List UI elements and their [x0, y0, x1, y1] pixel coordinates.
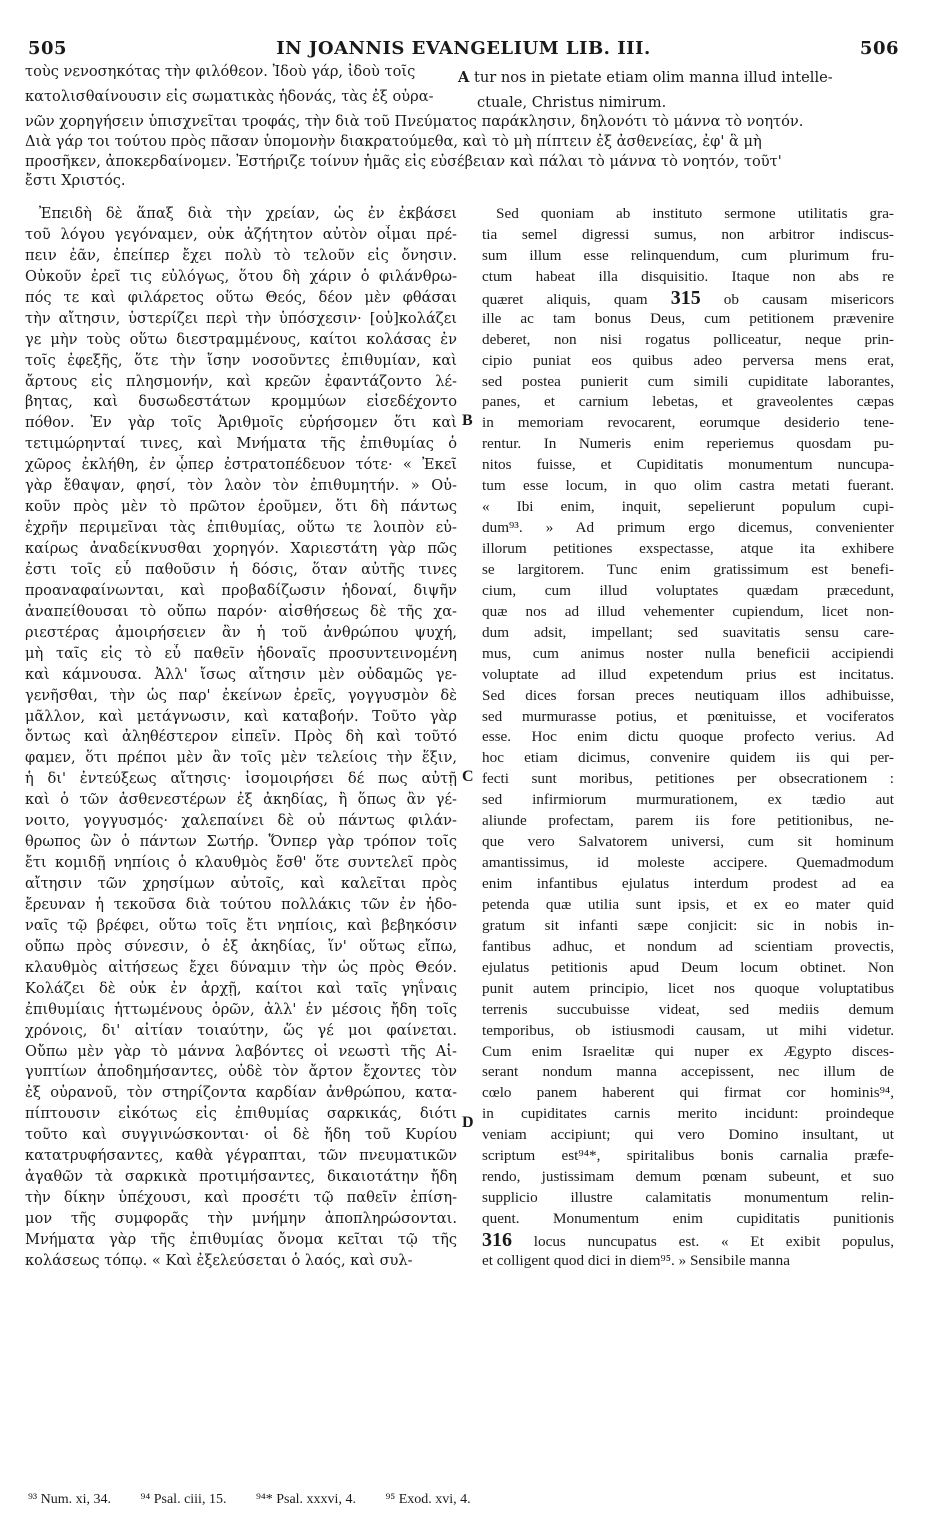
text-line: « Ibi enim, inquit, sepelierunt populum cupi-	[482, 498, 894, 516]
text-line: ἐξ οὐρανοῦ, τὸν στηρίζοντα καρδίαν ἀνθρώπου, κατα-	[25, 1084, 457, 1102]
text-line: χῶρος ἐκλήθη, ἐν ᾧπερ ἐστρατοπέδευον τότε· « Ἐκεῖ	[25, 456, 457, 474]
text-line: panes, et carnium lebetas, et graveolentes cæpas	[482, 393, 894, 411]
text-line: μᾶλλον, καὶ μετάγνωσιν, καὶ καταβοήν. Τοῦτο γὰρ	[25, 707, 457, 725]
text-line: τοῦ λόγου γεγόναμεν, οὐκ ἀζήτητον αὐτὸν οἶμαι πρέ-	[25, 225, 457, 243]
text-line: serant nondum manna accepissent, nec illum de	[482, 1063, 894, 1081]
text-line: τὴν αἴτησιν, ὑστερίζει περὶ τὴν ὑπόσχεσιν· [οὐ]κολάζει	[25, 309, 457, 327]
footnote: ⁹³ Num. xi, 34.	[28, 1492, 111, 1507]
text-line: cium, cum illud voluptates quædam præcedunt,	[482, 581, 894, 599]
text-line: tum esse locum, in quo olim castra metati fuerant.	[482, 477, 894, 495]
greek-text-line: Διὰ γάρ τοι τούτου πρὸς πᾶσαν ὑπομονὴν διακρατούμεθα, καὶ τὸ μὴ πίπτειν ἐξ ἀσθενείας, ἐφ' ἃ μὴ	[25, 132, 762, 150]
latin-text-line: ctuale, Christus nimirum.	[477, 93, 667, 111]
text-line: Οὐκοῦν ἐρεῖ τις εὐλόγως, ὅτου δὴ χάριν ὁ φιλάνθρω-	[25, 267, 457, 285]
text-line: τὴν δίκην ὑπέχουσι, καὶ προσέτι τῷ παθεῖν ἐπίση-	[25, 1189, 457, 1207]
text-line: sum illum esse relinquendum, cum plurimum fru-	[482, 246, 894, 264]
margin-marker-a: A	[458, 68, 470, 86]
greek-text-line: προσῆκεν, ἀποκερδαίνομεν. Ἐστήριζε τοίνυν ἡμᾶς εἰς εὐσέβειαν καὶ πάλαι τὸ μάννα τὸ νοητόν, τοῦτ'	[25, 152, 782, 170]
text-line: quæret aliquis, quam 315 ob causam misericors	[482, 287, 894, 309]
text-line: καὶ κάμνουσα. Ἀλλ' ἴσως αἴτησιν μὲν οὐδαμῶς γε-	[25, 665, 457, 683]
text-line: κατατρυφήσαντες, καθὰ γέγραπται, τῶν πνευματικῶν	[25, 1147, 457, 1165]
text-line: καὶ ὁ τῶν ἀσθενεστέρων ἐξ ἀκηδίας, ἢ ὅπως ἂν γέ-	[25, 791, 457, 809]
text-line: τετιμώρηνταί τινες, καὶ Μνήματα τῆς ἐπιθυμίας ὁ	[25, 435, 457, 453]
text-line: et colligent quod dici in diem⁹⁵. » Sensibile manna	[482, 1251, 790, 1269]
text-line: θρωπος ὢν ὁ πάντων Σωτήρ. Ὅνπερ γὰρ τρόπον τοῖς	[25, 833, 457, 851]
text-line: καίρως ἀναδείκνυσθαι χορηγόν. Χαριεστάτη γὰρ πῶς	[25, 540, 457, 557]
greek-column	[25, 204, 457, 1272]
text-line: πός τε καὶ φιλάρετος οὕτω Θεός, δέον μὲν φθάσαι	[25, 288, 457, 306]
text-line: αἴτησιν τῶν χρησίμων αὐτοῖς, καὶ καλεῖται πρὸς	[25, 875, 457, 892]
text-line: gratum sit infanti sæpe conjicit: sic in nobis in-	[482, 916, 894, 934]
text-line: cipio puniat eos quibus adeo perversa mens erat,	[482, 351, 894, 369]
margin-marker-b: B	[462, 412, 473, 429]
intro-row	[25, 62, 909, 87]
text-line: ἀναπείθουσαι τὸ οὔπω παρόν· αἰσθήσεως δὲ τῆς χα-	[25, 602, 457, 620]
text-line: quent. Monumentum enim cupiditatis punitionis	[482, 1210, 894, 1227]
text-line: Ἐπειδὴ δὲ ἅπαξ διὰ τὴν χρείαν, ὡς ἐν ἐκβάσει	[39, 205, 457, 222]
footnote: ⁹⁴ Psal. ciii, 15.	[140, 1492, 227, 1507]
text-line: Cum enim Israelitæ qui nuper ex Ægypto disces-	[482, 1042, 894, 1060]
text-line: punit autem principio, licet nos quoque voluptatibus	[482, 979, 894, 997]
text-line: deberet, non nisi rogatus polliceatur, neque prin-	[482, 330, 894, 348]
running-title: IN JOANNIS EVANGELIUM LIB. III.	[276, 38, 651, 59]
text-line: rentur. In Numeris enim reperiemus quosdam pu-	[482, 435, 894, 453]
text-line: terrenis succubuisse videat, sed mediis demum	[482, 1000, 894, 1018]
text-line: voluptate ad illud expetendum prius est incitatus.	[482, 665, 894, 683]
text-line: dum adsit, impellant; sed suavitatis sensu care-	[482, 623, 894, 641]
text-line: πειν ἐᾶν, ἐπείπερ ἔχει πολὺ τὸ τελοῦν εἰς ὄνησιν.	[25, 246, 457, 264]
text-line: ἐπιθυμίαις ἡττωμένους ὁρῶν, ἀλλ' ἐν μέσοις ἤδη τοῖς	[25, 1000, 457, 1018]
text-line: fantibus adhuc, et nondum ad scientiam provectis,	[482, 937, 894, 955]
text-line: cœlo panem haberent qui firmat cor hominis⁹⁴,	[482, 1084, 894, 1102]
text-line: veniam accipiunt; qui vero Domino insultant, ut	[482, 1126, 894, 1144]
text-line: οὔπω πρὸς σύνεσιν, ὁ ἐξ ἀκηδίας, ἵν' οὕτως εἴπω,	[25, 937, 457, 955]
text-line: Sed quoniam ab instituto sermone utilitatis gra-	[496, 205, 894, 222]
text-line: ejulatus petitionis apud Deum locum obtinet. Non	[482, 958, 894, 976]
text-line: ἐστι τοῖς εὖ παθοῦσιν ἡ δόσις, ὅταν αὐτῆς τινες	[25, 560, 457, 578]
text-line: Sed dices forsan preces neutiquam illos adhibuisse,	[482, 686, 894, 704]
text-line: sed postea punierit cum simili cupiditate laborantes,	[482, 372, 894, 390]
text-line: φαμεν, ὅτι πρέποι μὲν ἂν τοῖς μὲν τελείοις τὴν ἕξιν,	[25, 749, 457, 767]
text-line: ναῖς τῷ βρέφει, οὕτω τοῖς ἔτι νηπίοις, καὶ βεβηκόσιν	[25, 916, 457, 934]
text-line: temporibus, ob istiusmodi causam, ut mihi videtur.	[482, 1021, 894, 1039]
text-line: Μνήματα γὰρ τῆς ἐπιθυμίας ὄνομα κεῖται τῷ τῆς	[25, 1230, 457, 1248]
text-line: γε μὴν τοὺς οὕτω διεστραμμένους, καίτοι κολάσας ἐν	[25, 330, 457, 348]
text-line: ἡ δι' ἐντεύξεως αἴτησις· ἰσομοιρήσει δέ πως αὐτῇ	[25, 770, 457, 788]
text-line: τοῖς ἐφεξῆς, ὅτε τὴν ἴσην νοσοῦντες ἐπιθυμίαν, καὶ	[25, 351, 457, 369]
footnote: ⁹⁵ Exod. xvi, 4.	[385, 1492, 471, 1507]
latin-column	[482, 204, 894, 1272]
text-line: ἔρευναν ἡ τεκοῦσα διὰ τούτου πολλάκις τῶν ἐν ἡδο-	[25, 895, 457, 913]
text-line: κοῦν πρὸς μὲν τὸ πρῶτον ἐροῦμεν, ὅτι δὴ πάντως	[25, 498, 457, 516]
page-number-right: 506	[859, 38, 899, 59]
text-line: que vero Salvatorem universi, cum sit hominum	[482, 833, 894, 851]
margin-marker-d: D	[462, 1114, 474, 1131]
text-line: προαναφαίνωνται, καὶ προβαδίζωσιν ἡδοναί, διψῆν	[25, 581, 457, 599]
latin-text-line	[458, 68, 833, 88]
text-line: ctum habeat illa disquisitio. Itaque non abs re	[482, 267, 894, 285]
greek-text-line: τοὺς νενοσηκότας τὴν φιλόθεον. Ἰδοὺ γάρ, ἰδοὺ τοῖς	[25, 63, 416, 80]
text-line: πόθον. Ἐν γὰρ τοῖς Ἀριθμοῖς εὑρήσομεν ὅτι καὶ	[25, 414, 457, 432]
text-line: scriptum est⁹⁴*, spiritalibus bonis carnalia præfe-	[482, 1147, 894, 1165]
text-line: rendo, justissimam demum pœnam subeunt, et suo	[482, 1168, 894, 1186]
text-line: sed infirmiorum murmurationem, ex tædio aut	[482, 791, 894, 809]
column-number: 316	[482, 1229, 512, 1251]
text-line: in cupiditates carnis merito incidunt: proindeque	[482, 1105, 894, 1123]
text-line: ὄντως καὶ ἀληθέστερον εἰπεῖν. Πρὸς δὴ καὶ τοῦτό	[25, 728, 457, 746]
greek-text-line: ἔστι Χριστός.	[25, 172, 126, 190]
text-line: πίπτουσιν εἰκότως εἰς ἐπιθυμίας σαρκικάς, διότι	[25, 1105, 457, 1123]
text-line: supplicio illustre calamitatis monumentum relin-	[482, 1189, 894, 1207]
text-line: amantissimus, id moleste accipere. Quemadmodum	[482, 854, 894, 872]
greek-text-line: νῶν χορηγήσειν ὑπισχνεῖται τροφάς, τὴν διὰ τοῦ Πνεύματος παράκλησιν, δηλονότι τὸ μάννα τὸ νοητόν.	[25, 113, 804, 131]
text-line: quæ nos ad illud vehementer cupiendum, licet non-	[482, 602, 894, 620]
text-line: fecti sunt moribus, petitiones per obsecrationem :	[482, 770, 894, 788]
text-line: ἐχρῆν περιμεῖναι τὰς ἐπιθυμίας, οὕτω τε λοιπὸν εὐ-	[25, 519, 457, 537]
footnote: ⁹⁴* Psal. xxxvi, 4.	[255, 1492, 356, 1507]
text-line: κολάσεως τόπῳ. « Καὶ ἐξελεύσεται ὁ λαός, καὶ συλ-	[25, 1251, 413, 1269]
text-line: γυπτίων ἀποδημήσαντες, οὐδὲ τὸν ἄρτον ἔχοντες τὸν	[25, 1063, 457, 1081]
text-line: γὰρ ἔθαψαν, φησί, τὸν λαὸν τὸν ἐπιθυμητήν. » Οὐ-	[25, 477, 457, 495]
text-line: τοῦτο καὶ συγγινώσκονται· οἱ δὲ ἤδη τοῦ Κυρίου	[25, 1126, 457, 1144]
text-line: sed murmurasse potius, et pœnituisse, et vociferatos	[482, 707, 894, 725]
text-line: βητας, καὶ δυσωδεστάτων κρομμύων εἰσεδέχοντο	[25, 393, 457, 411]
text-line: μον τῆς συμφορᾶς τὴν μνήμην ἀποπληρώσονται.	[25, 1210, 457, 1227]
text-line: ille ac tam bonus Deus, cum petitionem prævenire	[482, 309, 894, 327]
margin-marker-c: C	[462, 768, 474, 785]
text-line: tia semel digressi sumus, non arbitror indiscus-	[482, 225, 894, 243]
text-line: ριεστέρας ἀμοιρήσειεν ἂν ἡ τοῦ ἀνθρώπου ψυχή,	[25, 623, 457, 641]
text-line: esse. Hoc enim dictu quoque profecto verius. Ad	[482, 728, 894, 746]
text-line: ἔτι κομιδῇ νηπίοις ὁ κλαυθμὸς ἔσθ' ὅτε συντελεῖ πρὸς	[25, 854, 457, 872]
text-line: χρόνοις, δι' αἰτίαν τοιαύτην, ὥς γέ μοι φαίνεται.	[25, 1021, 457, 1039]
text-line: γενῆσθαι, τὴν ὡς παρ' ἐκείνων ἐρεῖς, γογγυσμὸν δὲ	[25, 686, 457, 704]
text-line: κλαυθμὸς αἰτήσεως ἔχει δύναμιν τὴν ὡς πρὸς Θεόν.	[25, 958, 457, 976]
intro-block	[25, 62, 909, 191]
text-line: se largitorem. Tunc enim gratissimum est benefi-	[482, 560, 894, 578]
intro-row	[25, 87, 909, 112]
text-line: in memoriam revocarent, eorumque desiderio tene-	[482, 414, 894, 432]
latin-text: tur nos in pietate etiam olim manna illud intelle-	[473, 68, 833, 86]
text-line: 316 locus nuncupatus est. « Et exibit populus,	[482, 1229, 894, 1251]
text-line: illorum petitiones exspectasse, atque ita exhibere	[482, 540, 894, 557]
text-line: enim infantibus ejulatus interdum prodest ad ea	[482, 875, 894, 892]
text-line: νοιτο, γογγυσμός· χαλεπαίνει δὲ οὐ πάντως φιλάν-	[25, 812, 457, 830]
text-line: ἄρτους εἰς πλησμονήν, καὶ κρεῶν ἐφαντάζοντο λέ-	[25, 372, 457, 390]
text-line: hoc etiam dicimus, convenire quidem iis qui per-	[482, 749, 894, 767]
page-number-left: 505	[28, 38, 68, 59]
text-line: petenda quæ utilia sunt ipsis, et ex eo mater quid	[482, 895, 894, 913]
text-line: ἀγαθῶν τὰ σαρκικὰ προτιμήσαντες, δικαιοτάτην ἤδη	[25, 1168, 457, 1186]
text-line: nitos fuisse, et Cupiditatis monumentum nuncupa-	[482, 456, 894, 474]
text-line: μὴ ταῖς εἰς τὸ εὖ παθεῖν ἡδοναῖς προσυντεινομένη	[25, 644, 457, 662]
text-line: Κολάζει δὲ οὐκ ἐν ἀρχῇ, καίτοι καὶ ταῖς γηΐναις	[25, 979, 457, 997]
greek-text-line: κατολισθαίνουσιν εἰς σωματικὰς ἡδονάς, τὰς ἐξ οὐρα-	[25, 88, 434, 106]
text-line: aliunde profectam, parem iis fore petitionibus, ne-	[482, 812, 894, 830]
text-line: Οὔπω μὲν γὰρ τὸ μάννα λαβόντες οἱ νεωστὶ τῆς Αἰ-	[25, 1042, 457, 1060]
text-line: mus, cum animus noster nulla beneficii accipiendi	[482, 644, 894, 662]
text-line: dum⁹³. » Ad primum ergo dicemus, convenienter	[482, 519, 894, 537]
column-number: 315	[670, 287, 701, 309]
footnotes	[28, 1492, 907, 1508]
